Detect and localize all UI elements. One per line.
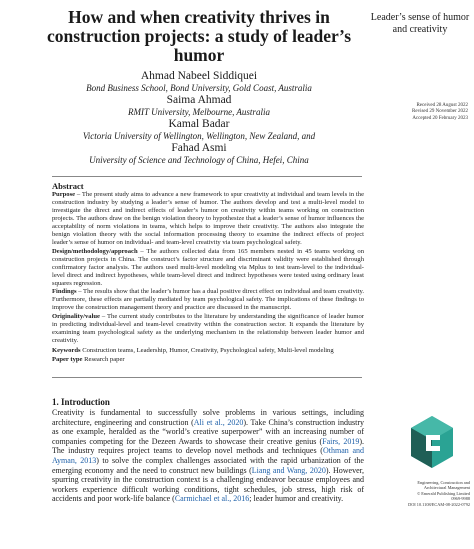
- abstract-bottom-rule: [52, 377, 362, 378]
- received-date: Received 28 August 2022: [416, 103, 468, 108]
- originality-label: Originality/value: [52, 312, 100, 320]
- author-affiliation: Victoria University of Wellington, Wellington, New Zealand, and: [82, 131, 316, 141]
- citation-link[interactable]: Liang and Wang, 2020: [251, 465, 326, 475]
- author-name: Ahmad Nabeel Siddiquei: [140, 70, 258, 82]
- purpose-label: Purpose: [52, 191, 76, 198]
- method-text: – The authors collected data from 165 members nested in 45 teams working on construction projects in China. The construct’s factor structure and discriminant validity were established through confirmatory factor analysis. The authors used multi-level modeling via Mplus to test team-level to the individual-level direct and indirect hypotheses, while team-level direct and indirect hypotheses were tested using ordinary least squares regression.: [52, 247, 364, 287]
- paper-type-label: Paper type: [52, 355, 83, 363]
- author-affiliation: RMIT University, Melbourne, Australia: [128, 107, 270, 117]
- keywords: [52, 347, 364, 355]
- revised-date: Revised 29 November 2022: [412, 109, 468, 115]
- doi[interactable]: DOI 10.1108/ECAM-08-2022-0792: [408, 501, 470, 507]
- citation-link[interactable]: Ali et al., 2020: [193, 417, 244, 427]
- findings-text: – The results show that the leader’s humor has a dual positive direct effect on individual and team creativity. Furthermore, these effects are partially mediated by team psychological safety. The implications of these findings to improve the construction management theory and practice are discussed in the manuscript.: [52, 288, 364, 311]
- paper-type: [52, 356, 364, 364]
- keywords-label: Keywords: [52, 346, 81, 354]
- article-dates: [372, 103, 468, 122]
- intro-sentence: ; leader humor and creativity.: [249, 494, 344, 504]
- abstract-purpose: [52, 191, 364, 247]
- intro-sentence: ). However, spurring creativity in the construction context is a challenging endeavor because employees and workers experience difficult working conditions, tight schedules, job stress, high risk of accidents and poor work-life balance (: [52, 465, 365, 504]
- citation-link[interactable]: Fairs, 2019: [322, 436, 360, 446]
- findings-label: Findings: [52, 288, 77, 295]
- introduction-heading: 1. Introduction: [52, 397, 110, 407]
- abstract-findings: [52, 288, 364, 312]
- abstract-originality: [52, 313, 364, 345]
- method-label: Design/methodology/approach: [52, 247, 138, 255]
- purpose-text: – The present study aims to advance a new framework to spur creativity at individual and team levels in the construction industry by studying a leader’s sense of humor. The authors develop and test a multi-level model to investigate the direct and indirect effects of leader’s humor on creativity within teams working on construction projects. The authors draw on the benign violation theory to hypothesize that a leader’s sense of humor influences the acceptability of norm violations in teams, which helps to improve their creativity. The authors also integrate the benign violation theory with the social information processing theory to examine the indirect effects of project leader’s sense of humor on individual- and team-level creativity via team psychological safety.: [52, 191, 364, 246]
- intro-sentence: Creativity is fundamental to successfully solve problems in various settings, including architecture, engineering and construction (: [52, 408, 364, 427]
- journal-line: Architectural Management: [423, 485, 470, 491]
- author-name: Fahad Asmi: [171, 142, 227, 154]
- author-name: Saima Ahmad: [166, 94, 232, 106]
- author-affiliation: University of Science and Technology of China, Hefei, China: [89, 155, 309, 165]
- intro-sentence: ) to solve the complex challenges associated with the rapid urbanization of the emerging economy and the need to construct new buildings (: [52, 455, 364, 475]
- abstract-heading: Abstract: [52, 181, 84, 191]
- running-head: Leader’s sense of humor and creativity: [370, 12, 470, 35]
- abstract-section: [52, 182, 364, 364]
- introduction-text: [52, 408, 364, 504]
- journal-line: 0969-9988: [451, 496, 470, 502]
- journal-line: Engineering, Construction and: [417, 480, 470, 485]
- emerald-publishing-logo-icon: [410, 415, 454, 469]
- citation-link[interactable]: Carmichael et al., 2016: [174, 494, 250, 504]
- intro-sentence: ). Take China’s construction industry as one example, heralded as the “world’s creative superpower” with an increasing number of companies competing for the Dezeen Awards to showcase their creative genius (: [52, 417, 364, 446]
- author-block: [44, 70, 354, 166]
- article-title: How and when creativity thrives in construction projects: a study of leader’s humor: [46, 7, 352, 65]
- abstract-method: [52, 248, 364, 288]
- journal-line: © Emerald Publishing Limited: [416, 490, 470, 496]
- abstract-top-rule: [52, 176, 362, 177]
- citation-link[interactable]: Othman and Ayman, 2013: [52, 446, 365, 465]
- journal-info: [370, 480, 470, 507]
- accepted-date: Accepted 20 February 2023: [412, 115, 468, 121]
- intro-sentence: ). The industry requires project teams to develop novel methods and techniques (: [52, 436, 365, 456]
- author-name: Kamal Badar: [168, 118, 230, 130]
- keywords-text: Construction teams, Leadership, Humor, Creativity, Psychological safety, Multi-level modeling: [80, 346, 334, 354]
- originality-text: – The current study contributes to the literature by understanding the significance of leader humor in predicting individual-level and team-level creativity within the construction sector. It expands the literature by examining team psychological safety as the underlying mechanism in the relationship between leader humor and creativity.: [52, 312, 364, 344]
- paper-type-text: Research paper: [82, 355, 125, 363]
- author-affiliation: Bond Business School, Bond University, Gold Coast, Australia: [86, 83, 312, 93]
